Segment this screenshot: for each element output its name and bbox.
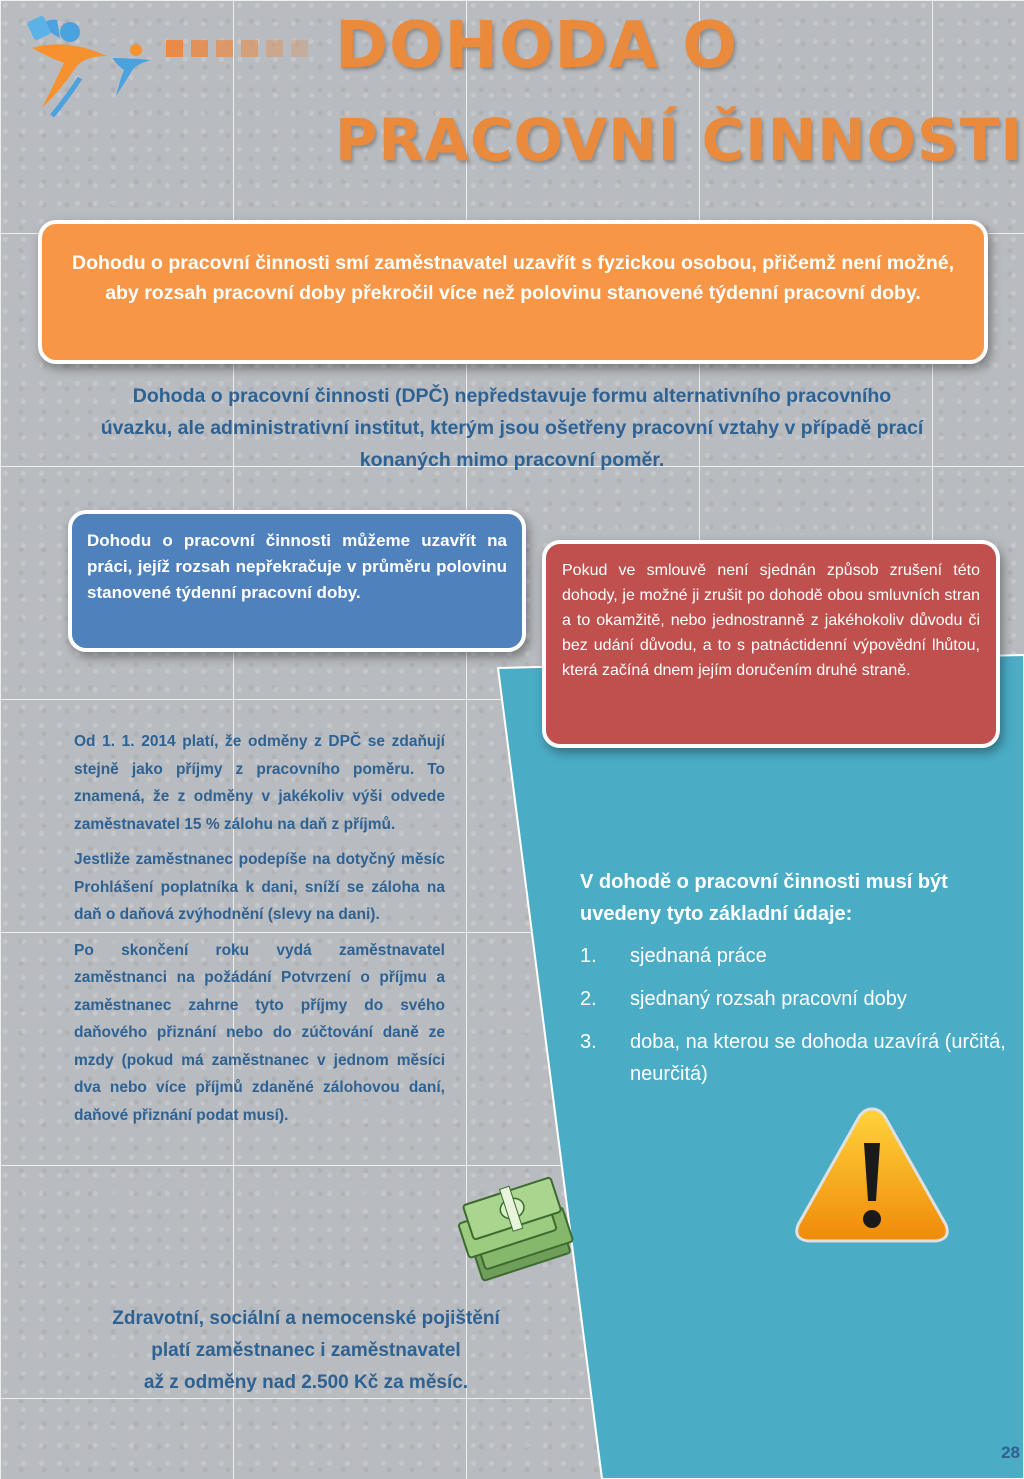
insurance-note-line-1: Zdravotní, sociální a nemocenské pojištění <box>112 1308 500 1329</box>
orange-info-box <box>38 220 988 364</box>
list-item <box>580 1026 1010 1090</box>
deco-square <box>241 40 258 57</box>
list-item-text: sjednaný rozsah pracovní doby <box>630 988 907 1010</box>
deco-square <box>291 40 308 57</box>
deco-square <box>191 40 208 57</box>
title-line-2: PRACOVNÍ ČINNOSTI <box>335 106 1024 174</box>
blue-info-box <box>68 510 526 652</box>
insurance-note-line-3: až z odměny nad 2.500 Kč za měsíc. <box>143 1372 469 1393</box>
tax-paragraph: Jestliže zaměstnanec podepíše na dotyčný měsíc Prohlášení poplatníka k dani, sníží se záloha na daň o daňová zvýhodnění (slevy na dani). <box>74 851 445 923</box>
title-line-1: DOHODA O <box>335 9 738 83</box>
blue-box-text: Dohodu o pracovní činnosti můžeme uzavřít na práci, jejíž rozsah nepřekračuje v průměru polovinu stanovené týdenní pracovní doby. <box>87 531 507 602</box>
orange-box-text: Dohodu o pracovní činnosti smí zaměstnavatel uzavřít s fyzickou osobou, přičemž není možné, aby rozsah pracovní doby překročil více než polovinu stanovené týdenní pracovní doby. <box>72 252 955 304</box>
list-item-number: 1. <box>580 945 597 967</box>
list-item <box>580 940 1010 972</box>
red-info-box <box>542 540 1000 748</box>
decorative-squares <box>166 40 308 57</box>
money-stack-icon <box>455 1170 580 1290</box>
tax-info-column <box>74 728 445 1137</box>
tax-paragraph: Od 1. 1. 2014 platí, že odměny z DPČ se zdaňují stejně jako příjmy z pracovního poměru. To znamená, že z odměny v jakékoliv výši odvede zaměstnavatel 15 % zálohu na daň z příjmů. <box>74 733 445 833</box>
intro-paragraph: Dohoda o pracovní činnosti (DPČ) nepředstavuje formu alternativního pracovního úvazku, ale administrativní institut, kterým jsou ošetřeny pracovní vztahy v případě prací konaných mimo pracovní poměr. <box>100 385 924 471</box>
page-number: 28 <box>1001 1443 1020 1462</box>
insurance-note <box>56 1303 556 1399</box>
list-item-number: 2. <box>580 988 597 1010</box>
list-item-text: sjednaná práce <box>630 945 767 967</box>
deco-square <box>266 40 283 57</box>
requirements-title: V dohodě o pracovní činnosti musí být uvedeny tyto základní údaje: <box>580 871 948 925</box>
page-title <box>335 8 1023 176</box>
requirements-list <box>580 940 1010 1101</box>
list-item-text: doba, na kterou se dohoda uzavírá (určitá, neurčitá) <box>630 1031 1006 1085</box>
list-item <box>580 983 1010 1015</box>
warning-triangle-icon <box>792 1103 952 1247</box>
deco-square <box>216 40 233 57</box>
red-box-text: Pokud ve smlouvě není sjednán způsob zrušení této dohody, je možné ji zrušit po dohodě obou smluvních stran a to okamžitě, nebo jednostranně z jakéhokoliv důvodu či bez udání důvodu, a to s patnáctidenní výpovědní lhůtou, která začíná dnem jejím doručením druhé straně. <box>562 562 980 679</box>
people-logo-icon <box>12 8 162 120</box>
insurance-note-line-2: platí zaměstnanec i zaměstnavatel <box>151 1340 461 1361</box>
deco-square <box>166 40 183 57</box>
list-item-number: 3. <box>580 1031 597 1053</box>
tax-paragraph: Po skončení roku vydá zaměstnavatel zaměstnanci na požádání Potvrzení o příjmu a zaměstnanec zahrne tyto příjmy do svého daňového přiznání nebo do zúčtování daně ze mzdy (pokud má zaměstnanec v jednom měsíci dva nebo více příjmů zdaněné zálohovou daní, daňové přiznání podat musí). <box>74 941 445 1124</box>
